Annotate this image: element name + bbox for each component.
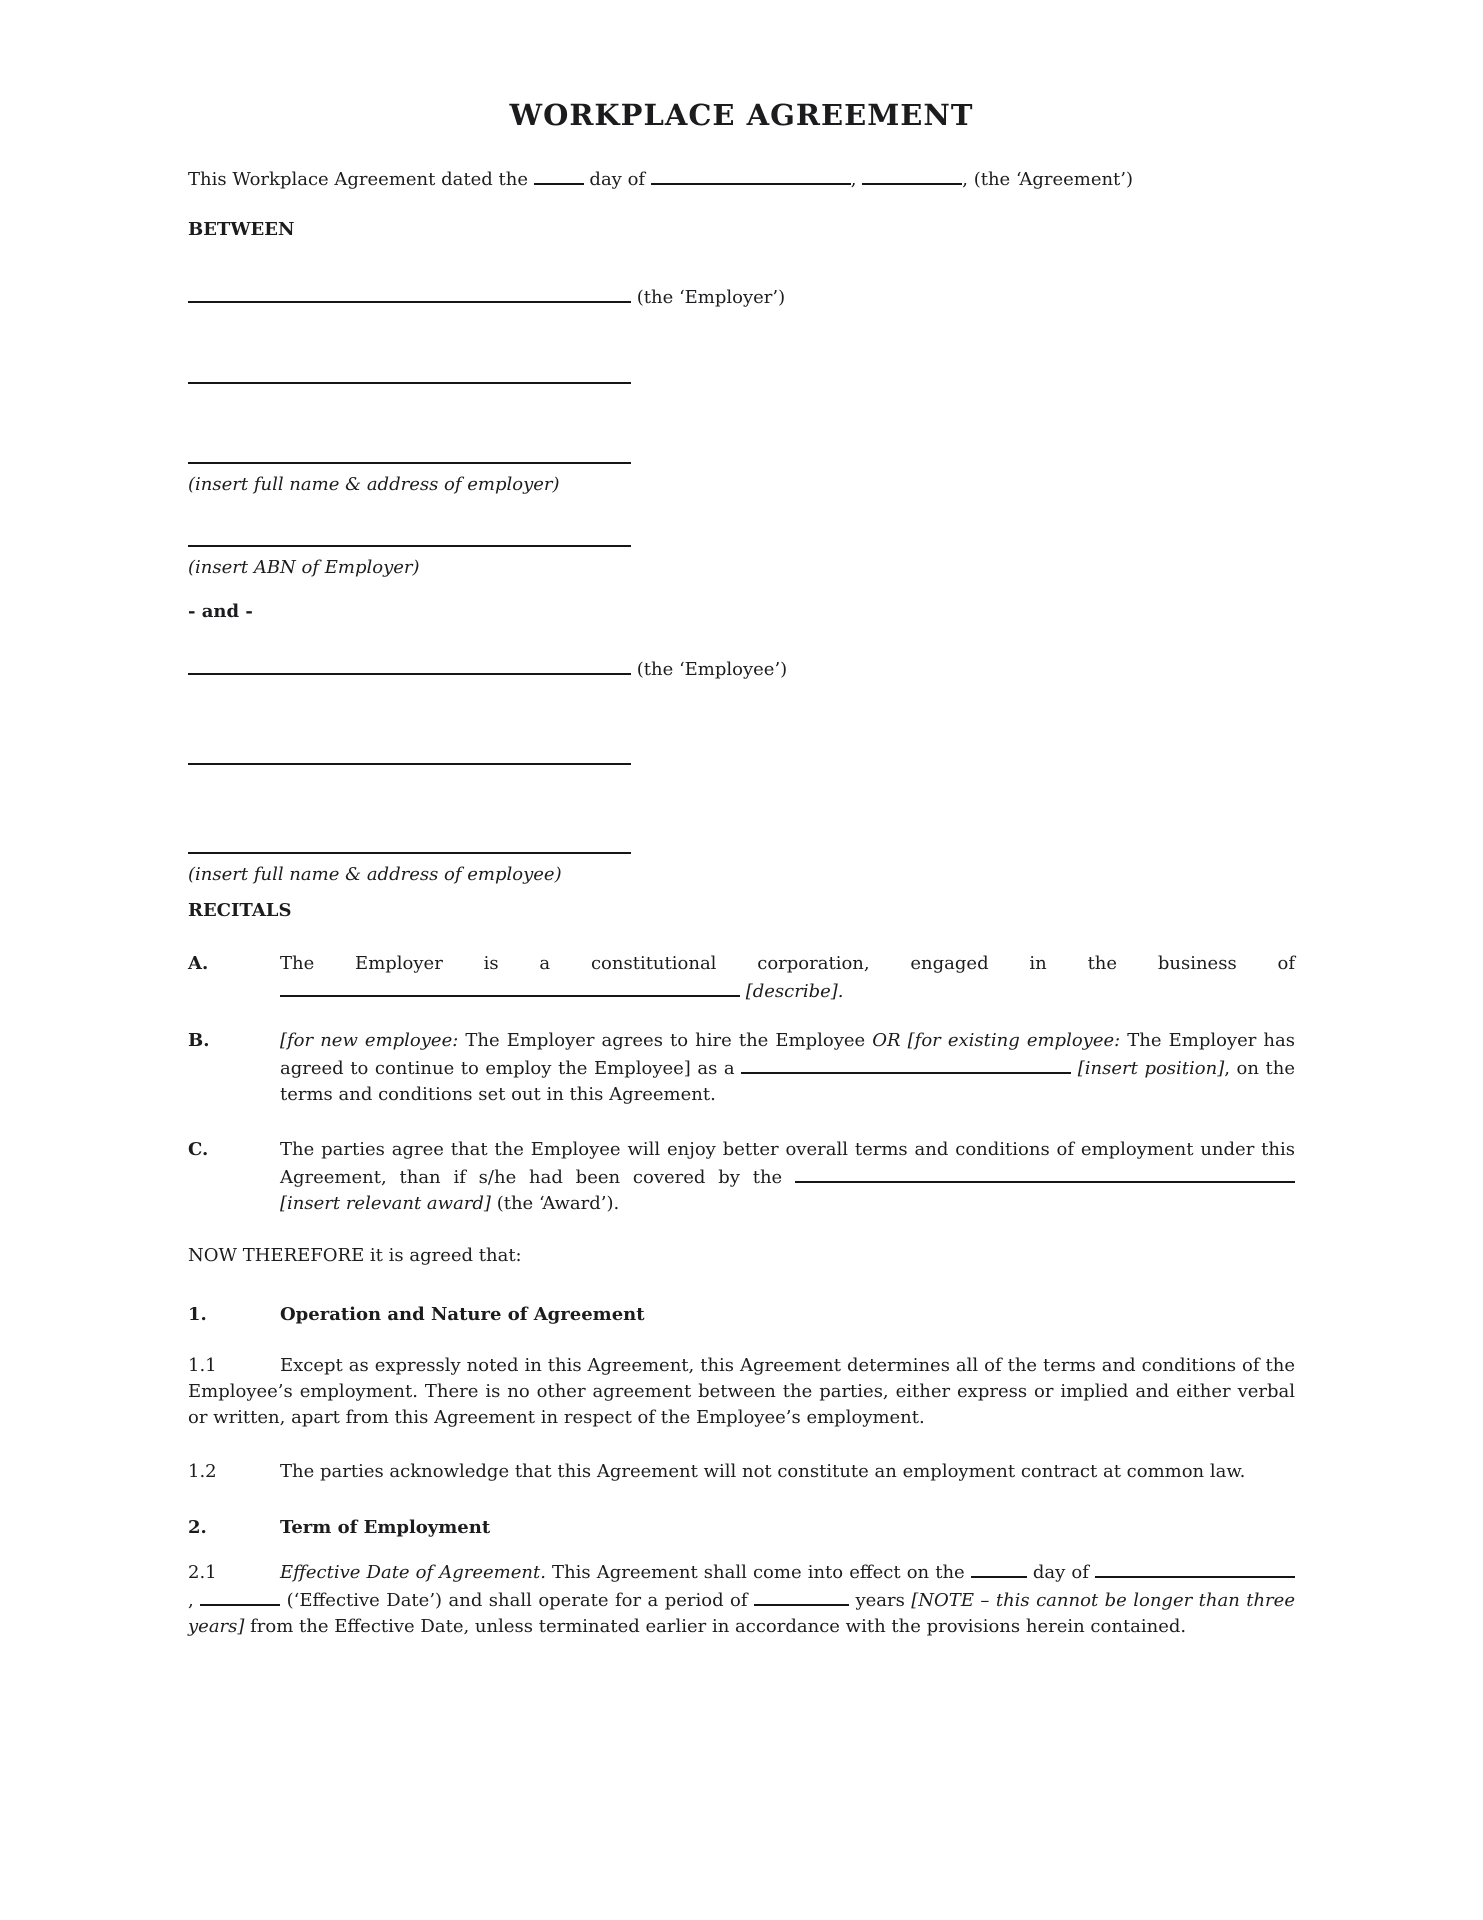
recitals-heading: RECITALS <box>188 900 292 921</box>
employee-name-row <box>188 655 1295 683</box>
clause-1-1-text: Except as expressly noted in this Agreement, this Agreement determines all of the terms and conditions of the Employee’s employment. There is no other agreement between the parties, either express or implied and either verbal or written, apart from this Agreement in respect of the Employee’s employment. <box>188 1355 1295 1428</box>
employer-name-row <box>188 283 1295 311</box>
section-1-number: 1. <box>188 1304 207 1325</box>
abn-line <box>188 527 631 547</box>
clause-2-1-text-2: day of <box>1026 1562 1096 1583</box>
employer-address-line-1 <box>188 364 631 384</box>
abn-row <box>188 527 1295 555</box>
effective-year-blank <box>200 1586 280 1606</box>
clause-2-1-note: [NOTE – this cannot be longer than three years] <box>188 1590 1295 1637</box>
between-heading: BETWEEN <box>188 219 295 240</box>
clause-2-1-text-6: from the Effective Date, unless terminated earlier in accordance with the provisions herein contained. <box>244 1616 1187 1637</box>
employer-address-line-2 <box>188 444 631 464</box>
intro-text-3: , <box>850 169 863 190</box>
employee-note: (insert full name & address of employee) <box>188 864 562 885</box>
effective-month-blank <box>1095 1558 1295 1578</box>
clause-2-1-lead-in: Effective Date of Agreement. <box>280 1562 546 1583</box>
employee-tag: (the ‘Employee’) <box>631 659 788 680</box>
recital-a-instruction: [describe]. <box>740 981 844 1002</box>
intro-text-1: This Workplace Agreement dated the <box>188 169 534 190</box>
clause-1-2-number: 1.2 <box>188 1461 217 1482</box>
clause-1-2-text: The parties acknowledge that this Agreement will not constitute an employment contract at common law. <box>280 1461 1246 1482</box>
section-1-heading <box>188 1302 1295 1328</box>
recital-b <box>188 1028 1295 1108</box>
now-therefore-line: NOW THEREFORE it is agreed that: <box>188 1245 522 1266</box>
intro-text-4: , (the ‘Agreement’) <box>962 169 1134 190</box>
fill-in-blank-day <box>534 165 584 185</box>
recital-c-label: C. <box>188 1139 209 1160</box>
recital-b-instruction-1: [for new employee: <box>280 1030 466 1051</box>
section-2-number: 2. <box>188 1517 207 1538</box>
period-years-blank <box>754 1586 849 1606</box>
intro-text-2: day of <box>583 169 651 190</box>
recital-b-instruction-3: [insert position] <box>1071 1058 1225 1079</box>
employer-tag: (the ‘Employer’) <box>631 287 786 308</box>
recital-b-instruction-2: OR [for existing employee: <box>872 1030 1128 1051</box>
employer-name-line <box>188 283 631 303</box>
recital-c-text-2: (the ‘Award’). <box>490 1193 620 1214</box>
recital-c <box>188 1137 1295 1217</box>
recital-a <box>188 951 1295 1005</box>
document-title: WORKPLACE AGREEMENT <box>509 98 974 132</box>
employer-note: (insert full name & address of employer) <box>188 474 560 495</box>
clause-1-1-number: 1.1 <box>188 1355 217 1376</box>
fill-in-blank-year <box>862 165 962 185</box>
employee-address-row-2 <box>188 834 1295 862</box>
employee-address-line-2 <box>188 834 631 854</box>
clause-2-1-number: 2.1 <box>188 1562 217 1583</box>
clause-2-1-text-3: , <box>188 1590 201 1611</box>
clause-2-1-text-5: years <box>849 1590 912 1611</box>
recital-c-instruction: [insert relevant award] <box>280 1193 491 1214</box>
clause-1-1 <box>188 1353 1295 1431</box>
position-blank <box>741 1054 1071 1074</box>
recital-c-text-1: The parties agree that the Employee will enjoy better overall terms and conditions of employment under this Agreement, than if s/he had been covered by the <box>280 1139 1295 1188</box>
fill-in-blank-month <box>651 165 851 185</box>
clause-2-1 <box>188 1558 1295 1640</box>
section-2-heading <box>188 1515 1295 1541</box>
describe-blank <box>280 977 740 997</box>
recital-a-label: A. <box>188 953 209 974</box>
employer-address-row-1 <box>188 364 1295 392</box>
clause-1-2 <box>188 1459 1295 1485</box>
clause-2-1-text-1: This Agreement shall come into effect on the <box>545 1562 971 1583</box>
recital-b-text-3: , on the terms and conditions set out in this Agreement. <box>280 1058 1296 1105</box>
clause-2-1-text-4: (‘Effective Date’) and shall operate for a period of <box>280 1590 754 1611</box>
and-separator: - and - <box>188 601 253 622</box>
effective-day-blank <box>971 1558 1027 1578</box>
abn-note: (insert ABN of Employer) <box>188 557 420 578</box>
employee-address-line-1 <box>188 745 631 765</box>
intro-paragraph <box>188 165 1295 193</box>
section-1-title: Operation and Nature of Agreement <box>280 1304 645 1325</box>
employer-address-row-2 <box>188 444 1295 472</box>
recital-b-text-2: The Employer has agreed to continue to employ the Employee] as a <box>280 1030 1295 1079</box>
employee-name-line <box>188 655 631 675</box>
recital-a-text: The Employer is a constitutional corporation, engaged in the business of <box>280 953 1295 974</box>
employee-address-row-1 <box>188 745 1295 773</box>
award-blank <box>795 1163 1295 1183</box>
recital-b-label: B. <box>188 1030 210 1051</box>
recital-b-text-1: The Employer agrees to hire the Employee <box>465 1030 873 1051</box>
section-2-title: Term of Employment <box>280 1517 491 1538</box>
